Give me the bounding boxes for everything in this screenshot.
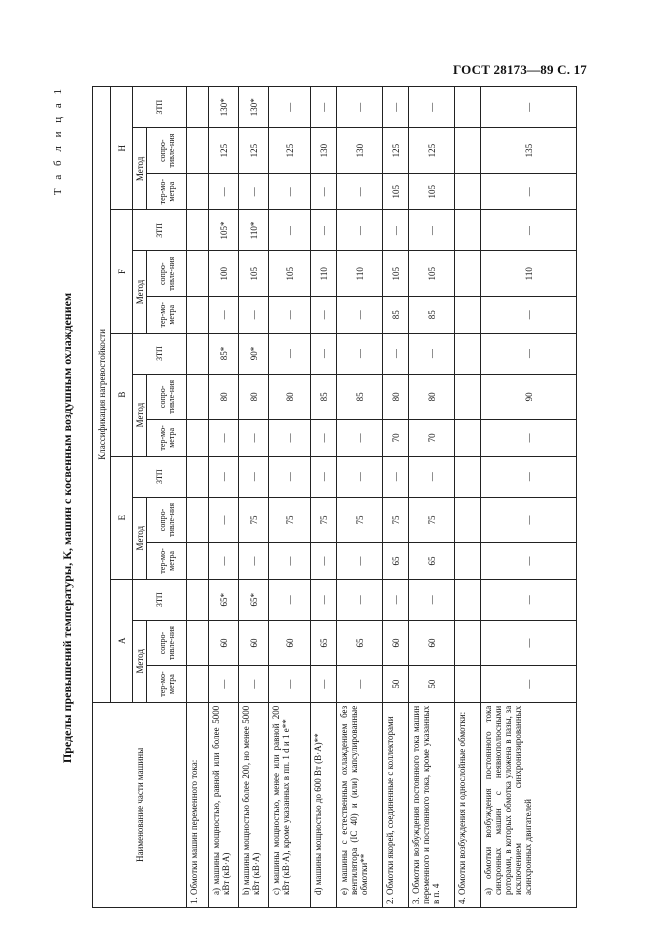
value-cell: — <box>269 333 311 374</box>
value-cell: — <box>269 87 311 128</box>
value-cell: — <box>209 456 239 497</box>
method-header: Метод <box>133 128 147 210</box>
class-b-header: B <box>111 333 133 456</box>
value-cell: 75 <box>311 497 337 543</box>
value-cell: — <box>209 497 239 543</box>
value-cell: 65 <box>383 543 409 579</box>
value-cell: — <box>409 456 455 497</box>
value-cell <box>187 543 209 579</box>
value-cell: 105 <box>383 173 409 209</box>
value-cell: 65 <box>337 620 383 666</box>
value-cell: — <box>481 297 577 333</box>
part-name-cell: е) машины с естественным охлаждением без вентилятора (IC 40) и (или) капсулированные обмотки** <box>337 702 383 907</box>
value-cell: — <box>269 456 311 497</box>
value-cell: 135 <box>481 128 577 174</box>
value-cell: 50 <box>383 666 409 702</box>
table-row <box>455 87 481 908</box>
part-name-cell: d) машины мощностью до 600 Вт (В·А)** <box>311 702 337 907</box>
method-header: Метод <box>133 620 147 702</box>
value-cell <box>455 497 481 543</box>
value-cell: — <box>239 456 269 497</box>
value-cell: 85 <box>409 297 455 333</box>
value-cell: 70 <box>383 420 409 456</box>
value-cell <box>455 297 481 333</box>
value-cell: 85 <box>383 297 409 333</box>
value-cell: — <box>481 543 577 579</box>
resistance-header: сопро-тивле-ния <box>147 128 187 174</box>
value-cell: — <box>311 456 337 497</box>
value-cell: 125 <box>269 128 311 174</box>
value-cell <box>187 333 209 374</box>
value-cell <box>187 173 209 209</box>
value-cell: — <box>481 210 577 251</box>
value-cell: — <box>239 297 269 333</box>
value-cell: — <box>337 456 383 497</box>
value-cell: — <box>269 543 311 579</box>
value-cell: — <box>209 173 239 209</box>
value-cell: 50 <box>409 666 455 702</box>
value-cell: 65 <box>311 620 337 666</box>
value-cell: 70 <box>409 420 455 456</box>
value-cell: — <box>383 210 409 251</box>
table-row <box>187 87 209 908</box>
value-cell: 90* <box>239 333 269 374</box>
value-cell: — <box>383 456 409 497</box>
value-cell: — <box>239 666 269 702</box>
part-name-cell: а) обмотки возбуждения постоянного тока синхронных машин с неявнополюсными роторами, в которых обмотка уложена в пазы, за исключением синхронизированных асинхронных двигателей <box>481 702 577 907</box>
value-cell: — <box>311 666 337 702</box>
table-row <box>481 87 577 908</box>
value-cell: 80 <box>209 374 239 420</box>
table-row <box>337 87 383 908</box>
value-cell: — <box>311 579 337 620</box>
part-name-cell: а) машины мощностью, равной или более 5000 кВт (кВ·А) <box>209 702 239 907</box>
value-cell <box>187 497 209 543</box>
value-cell: 75 <box>239 497 269 543</box>
thermometer-header: тер-мо-метра <box>147 173 187 209</box>
value-cell: 130* <box>239 87 269 128</box>
table-row <box>239 87 269 908</box>
value-cell: — <box>311 420 337 456</box>
value-cell: — <box>209 666 239 702</box>
value-cell: 105 <box>269 251 311 297</box>
table-label: Т а б л и ц а 1 <box>52 86 64 196</box>
value-cell: — <box>409 210 455 251</box>
resistance-header: сопро-тивле-ния <box>147 620 187 666</box>
part-name-cell: с) машины мощностью, менее или равной 200 кВт (кВ·А), кроме указанных в пп. 1 d и 1 е** <box>269 702 311 907</box>
value-cell: 85 <box>337 374 383 420</box>
value-cell: — <box>481 579 577 620</box>
ztp-header: ЗТП <box>133 333 187 374</box>
value-cell: — <box>311 173 337 209</box>
value-cell: 130* <box>209 87 239 128</box>
value-cell: — <box>311 87 337 128</box>
table-row <box>311 87 337 908</box>
value-cell: 60 <box>383 620 409 666</box>
value-cell: 105* <box>209 210 239 251</box>
value-cell <box>187 666 209 702</box>
value-cell: — <box>337 579 383 620</box>
value-cell: 60 <box>269 620 311 666</box>
value-cell: — <box>383 333 409 374</box>
value-cell: — <box>481 420 577 456</box>
table-body <box>187 87 577 908</box>
method-header: Метод <box>133 374 147 456</box>
table-row <box>269 87 311 908</box>
ztp-header: ЗТП <box>133 579 187 620</box>
value-cell: — <box>239 543 269 579</box>
value-cell: 90 <box>481 374 577 420</box>
value-cell: — <box>383 87 409 128</box>
class-h-header: H <box>111 87 133 210</box>
value-cell: 125 <box>383 128 409 174</box>
value-cell: — <box>311 297 337 333</box>
value-cell: — <box>409 579 455 620</box>
value-cell: — <box>481 456 577 497</box>
value-cell: 110 <box>311 251 337 297</box>
value-cell: 80 <box>383 374 409 420</box>
value-cell: 105 <box>409 173 455 209</box>
value-cell: — <box>269 173 311 209</box>
value-cell: — <box>337 420 383 456</box>
rotated-table-area <box>52 86 582 908</box>
thermometer-header: тер-мо-метра <box>147 543 187 579</box>
value-cell <box>455 173 481 209</box>
value-cell: — <box>481 497 577 543</box>
value-cell <box>187 579 209 620</box>
value-cell: — <box>269 666 311 702</box>
value-cell <box>187 128 209 174</box>
ztp-header: ЗТП <box>133 210 187 251</box>
resistance-header: сопро-тивле-ния <box>147 497 187 543</box>
class-a-header: A <box>111 579 133 702</box>
value-cell: — <box>269 579 311 620</box>
value-cell <box>455 87 481 128</box>
table-row <box>209 87 239 908</box>
value-cell: — <box>481 666 577 702</box>
value-cell <box>455 620 481 666</box>
value-cell: — <box>481 87 577 128</box>
value-cell <box>187 456 209 497</box>
value-cell: — <box>311 333 337 374</box>
value-cell <box>455 456 481 497</box>
thermometer-header: тер-мо-метра <box>147 297 187 333</box>
part-name-cell: 4. Обмотки возбуждения и однослойные обмотки: <box>455 702 481 907</box>
value-cell <box>455 579 481 620</box>
value-cell: — <box>337 666 383 702</box>
value-cell <box>455 333 481 374</box>
value-cell: — <box>209 420 239 456</box>
value-cell: 75 <box>383 497 409 543</box>
value-cell: — <box>311 543 337 579</box>
ztp-header: ЗТП <box>133 456 187 497</box>
value-cell: 75 <box>337 497 383 543</box>
classification-header: Классификация нагревостойкости <box>93 87 111 703</box>
value-cell <box>455 666 481 702</box>
value-cell <box>187 420 209 456</box>
page-header: ГОСТ 28173—89 С. 17 <box>453 62 587 77</box>
class-e-header: E <box>111 456 133 579</box>
value-cell <box>455 543 481 579</box>
value-cell: — <box>481 173 577 209</box>
method-header: Метод <box>133 251 147 333</box>
value-cell: — <box>337 87 383 128</box>
value-cell: 130 <box>337 128 383 174</box>
value-cell: 85* <box>209 333 239 374</box>
value-cell <box>455 128 481 174</box>
class-f-header: F <box>111 210 133 333</box>
value-cell <box>187 374 209 420</box>
value-cell <box>455 210 481 251</box>
value-cell: — <box>239 173 269 209</box>
value-cell: 60 <box>239 620 269 666</box>
value-cell: — <box>269 210 311 251</box>
value-cell: 65 <box>409 543 455 579</box>
value-cell: — <box>481 620 577 666</box>
value-cell: 65* <box>239 579 269 620</box>
thermometer-header: тер-мо-метра <box>147 666 187 702</box>
value-cell: — <box>481 333 577 374</box>
value-cell: 125 <box>239 128 269 174</box>
thermometer-header: тер-мо-метра <box>147 420 187 456</box>
table-title: Пределы превышений температуры, К, машин с косвенным воздушным охлаждением <box>60 292 74 764</box>
table-row <box>409 87 455 908</box>
value-cell: — <box>311 210 337 251</box>
value-cell: — <box>383 579 409 620</box>
value-cell: — <box>409 333 455 374</box>
value-cell: 105 <box>383 251 409 297</box>
resistance-header: сопро-тивле-ния <box>147 251 187 297</box>
value-cell: — <box>337 543 383 579</box>
value-cell: 130 <box>311 128 337 174</box>
value-cell: 110 <box>337 251 383 297</box>
value-cell: 75 <box>269 497 311 543</box>
value-cell: 105 <box>409 251 455 297</box>
value-cell: 110* <box>239 210 269 251</box>
table-row <box>383 87 409 908</box>
part-name-cell: b) машины мощностью более 200, но менее 5000 кВт (кВ·А) <box>239 702 269 907</box>
value-cell: — <box>337 210 383 251</box>
value-cell: 100 <box>209 251 239 297</box>
value-cell: 65* <box>209 579 239 620</box>
value-cell: — <box>239 420 269 456</box>
part-name-cell: 1. Обмотки машин переменного тока: <box>187 702 209 907</box>
value-cell: — <box>409 87 455 128</box>
value-cell: — <box>209 543 239 579</box>
value-cell: — <box>337 297 383 333</box>
value-cell <box>187 297 209 333</box>
temperature-limits-table <box>92 86 577 908</box>
part-name-cell: 3. Обмотки возбуждения постоянного тока машин переменного и постоянного тока, кроме указанных в п. 4 <box>409 702 455 907</box>
value-cell <box>455 374 481 420</box>
value-cell: 60 <box>409 620 455 666</box>
method-header: Метод <box>133 497 147 579</box>
part-column-header: Наименование части машины <box>93 702 187 907</box>
value-cell: 60 <box>209 620 239 666</box>
ztp-header: ЗТП <box>133 87 187 128</box>
value-cell: 110 <box>481 251 577 297</box>
resistance-header: сопро-тивле-ния <box>147 374 187 420</box>
value-cell: 125 <box>209 128 239 174</box>
value-cell <box>187 87 209 128</box>
value-cell: — <box>337 173 383 209</box>
value-cell <box>187 620 209 666</box>
value-cell: 80 <box>409 374 455 420</box>
value-cell: 85 <box>311 374 337 420</box>
value-cell: 80 <box>239 374 269 420</box>
value-cell: — <box>269 297 311 333</box>
value-cell <box>187 210 209 251</box>
value-cell: 75 <box>409 497 455 543</box>
value-cell: 105 <box>239 251 269 297</box>
value-cell: 125 <box>409 128 455 174</box>
value-cell: 80 <box>269 374 311 420</box>
part-name-cell: 2. Обмотки якорей, соединенные с коллекторами <box>383 702 409 907</box>
value-cell: — <box>209 297 239 333</box>
value-cell: — <box>269 420 311 456</box>
value-cell <box>455 251 481 297</box>
value-cell: — <box>337 333 383 374</box>
value-cell <box>455 420 481 456</box>
value-cell <box>187 251 209 297</box>
